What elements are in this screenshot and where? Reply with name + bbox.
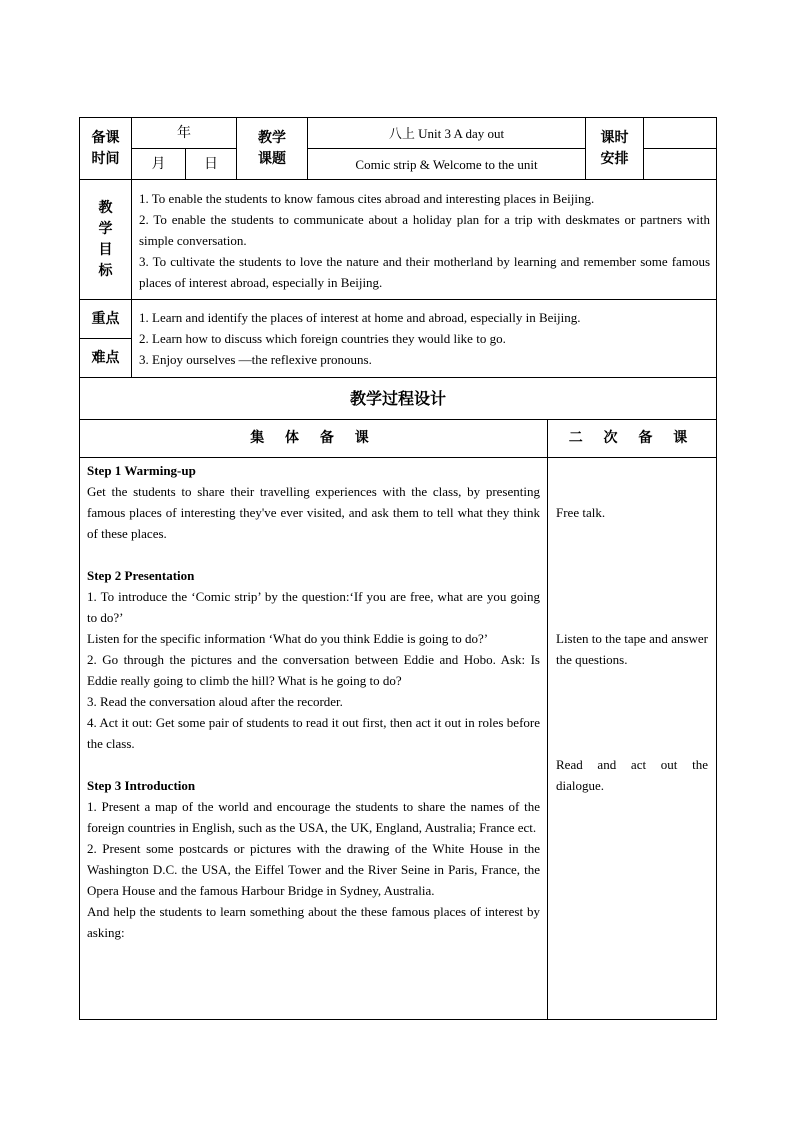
step-title: Step 1 Warming-up bbox=[87, 463, 196, 478]
objective-item: 3. To cultivate the students to love the nature and their motherland by learning and remember some famous places of interest abroad, especially in Beijing. bbox=[139, 254, 710, 290]
lesson-plan-page bbox=[79, 117, 716, 1020]
difficult-points-label: 难点 bbox=[80, 339, 132, 378]
step-paragraph: 1. Present a map of the world and encourage the students to share the names of the foreign countries in English, such as the USA, the UK, England, Australia; France ect. bbox=[87, 799, 540, 835]
topic-line-1: 八上 Unit 3 A day out bbox=[308, 118, 586, 149]
note-item: Free talk. bbox=[556, 505, 606, 520]
step-paragraph: Listen for the specific information ‘What do you think Eddie is going to do?’ bbox=[87, 631, 489, 646]
key-points-table bbox=[79, 299, 717, 378]
objective-item: 2. To enable the students to communicate about a holiday plan for a trip with deskmates or partners with simple conversation. bbox=[139, 212, 710, 248]
header-table bbox=[79, 117, 717, 180]
note-item: Listen to the tape and answer the questions. bbox=[556, 631, 709, 667]
secondary-prep-header: 二 次 备 课 bbox=[548, 420, 717, 458]
note-item: Read and act out the dialogue. bbox=[556, 757, 709, 793]
collective-prep-content bbox=[80, 458, 548, 1020]
month-field: 月 bbox=[132, 149, 186, 180]
step-paragraph: 4. Act it out: Get some pair of students to read it out first, then act it out in roles before the class. bbox=[87, 715, 540, 751]
step-paragraph: Get the students to share their travelling experiences with the class, by presenting famous places of interesting they've ever visited, and ask them to tell what they think of these places. bbox=[87, 484, 540, 541]
period-label: 课时安排 bbox=[586, 118, 644, 180]
step-paragraph: And help the students to learn something about the these famous places of interest by asking: bbox=[87, 904, 540, 940]
period-value-top bbox=[644, 118, 717, 149]
prep-time-label: 备课时间 bbox=[80, 118, 132, 180]
step-paragraph: 3. Read the conversation aloud after the recorder. bbox=[87, 694, 343, 709]
step-paragraph: 2. Present some postcards or pictures with the drawing of the White House in the Washington D.C. the USA, the Eiffel Tower and the River Seine in Paris, France, the Opera House and the famous Harbour Bridge in Sydney, Australia. bbox=[87, 841, 540, 898]
topic-label: 教学课题 bbox=[237, 118, 308, 180]
key-point-item: 3. Enjoy ourselves —the reflexive pronouns. bbox=[139, 352, 372, 367]
process-title: 教学过程设计 bbox=[80, 378, 717, 420]
step-paragraph: 1. To introduce the ‘Comic strip’ by the question:‘If you are free, what are you going to do?’ bbox=[87, 589, 540, 625]
collective-prep-header: 集 体 备 课 bbox=[80, 420, 548, 458]
step-title: Step 3 Introduction bbox=[87, 778, 196, 793]
step-paragraph: 2. Go through the pictures and the conversation between Eddie and Hobo. Ask: Is Eddie really going to climb the hill? What is he going to do? bbox=[87, 652, 540, 688]
period-value-bottom bbox=[644, 149, 717, 180]
key-points-label: 重点 bbox=[80, 300, 132, 339]
year-field: 年 bbox=[132, 118, 237, 149]
topic-line-2: Comic strip & Welcome to the unit bbox=[308, 149, 586, 180]
secondary-prep-content bbox=[548, 458, 717, 1020]
objectives-label: 教 学 目 标 bbox=[80, 180, 132, 300]
key-point-item: 1. Learn and identify the places of interest at home and abroad, especially in Beijing. bbox=[139, 310, 581, 325]
objectives-table bbox=[79, 179, 717, 300]
key-points-content bbox=[132, 300, 717, 378]
objectives-content bbox=[132, 180, 717, 300]
day-field: 日 bbox=[186, 149, 237, 180]
step-title: Step 2 Presentation bbox=[87, 568, 195, 583]
key-point-item: 2. Learn how to discuss which foreign countries they would like to go. bbox=[139, 331, 506, 346]
process-table bbox=[79, 377, 717, 1020]
objective-item: 1. To enable the students to know famous cites abroad and interesting places in Beijing. bbox=[139, 191, 595, 206]
